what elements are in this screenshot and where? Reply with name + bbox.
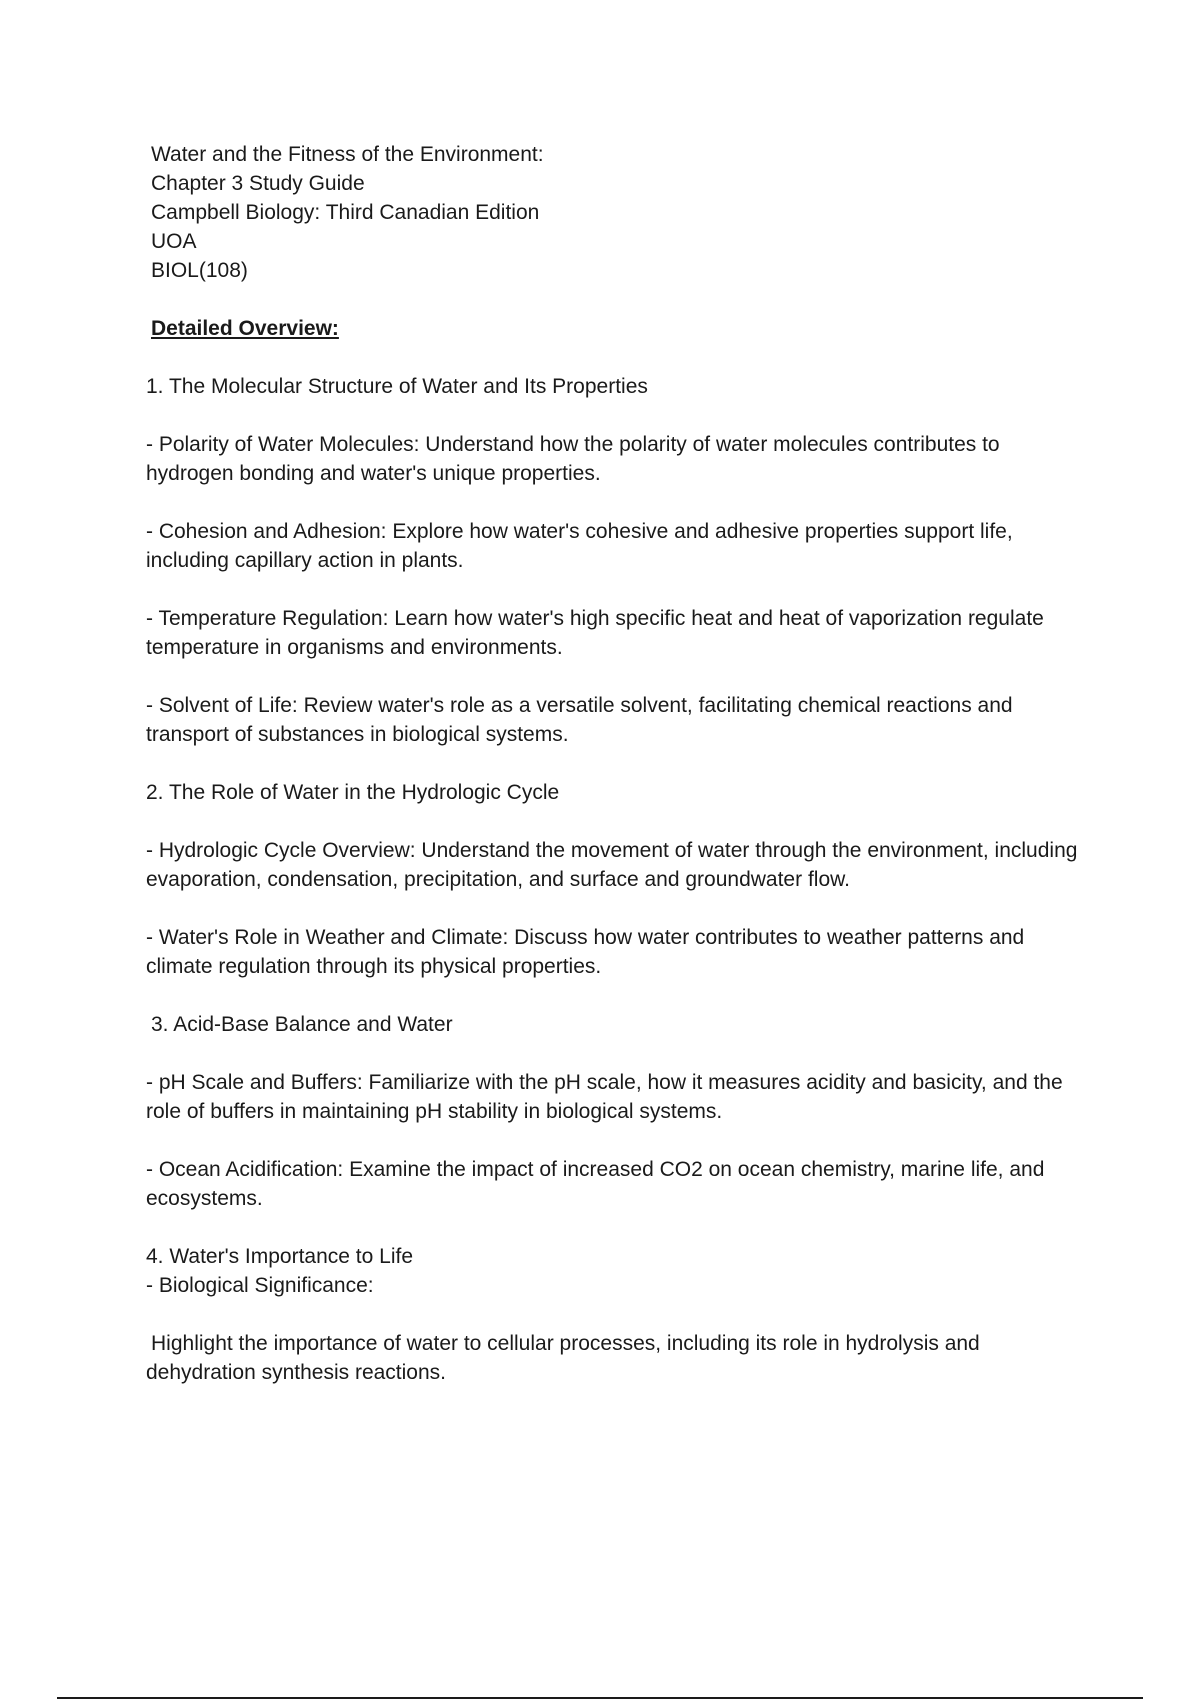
section-1-item-2: - Cohesion and Adhesion: Explore how water's cohesive and adhesive properties support life, including capillary action in plants. [146,520,1013,572]
section-3-item-1: - pH Scale and Buffers: Familiarize with the pH scale, how it measures acidity and basicity, and the role of buffers in maintaining pH stability in biological systems. [146,1071,1063,1123]
section-2-item-2: - Water's Role in Weather and Climate: Discuss how water contributes to weather patterns and climate regulation through its physical properties. [146,926,1025,978]
section-1-item-3: - Temperature Regulation: Learn how water's high specific heat and heat of vaporization regulate temperature in organisms and environments. [146,607,1044,659]
document-page [146,140,1086,1387]
overview-heading: Detailed Overview: [151,317,339,340]
section-2-item-1: - Hydrologic Cycle Overview: Understand the movement of water through the environment, including evaporation, condensation, precipitation, and surface and groundwater flow. [146,839,1078,891]
section-3-item-2: - Ocean Acidification: Examine the impact of increased CO2 on ocean chemistry, marine life, and ecosystems. [146,1158,1045,1210]
textbook-line: Campbell Biology: Third Canadian Edition [151,201,540,224]
section-1-heading: 1. The Molecular Structure of Water and Its Properties [146,375,648,398]
section-2-heading: 2. The Role of Water in the Hydrologic Cycle [146,781,560,804]
section-4-item-1-text: Highlight the importance of water to cellular processes, including its role in hydrolysis and dehydration synthesis reactions. [146,1332,980,1384]
course-code-line: BIOL(108) [151,259,248,282]
section-1-item-1: - Polarity of Water Molecules: Understand how the polarity of water molecules contributes to hydrogen bonding and water's unique properties. [146,433,1000,485]
section-1-item-4: - Solvent of Life: Review water's role as a versatile solvent, facilitating chemical reactions and transport of substances in biological systems. [146,694,1013,746]
university-line: UOA [151,230,197,253]
doc-subtitle-line: Chapter 3 Study Guide [151,172,365,195]
section-4-item-1 [146,1329,1086,1387]
doc-title-line: Water and the Fitness of the Environment: [151,143,544,166]
page-bottom-divider [57,1697,1143,1699]
section-4-subheading: - Biological Significance: [146,1274,374,1297]
section-3-heading: 3. Acid-Base Balance and Water [151,1013,453,1036]
section-4-heading: 4. Water's Importance to Life [146,1245,414,1268]
